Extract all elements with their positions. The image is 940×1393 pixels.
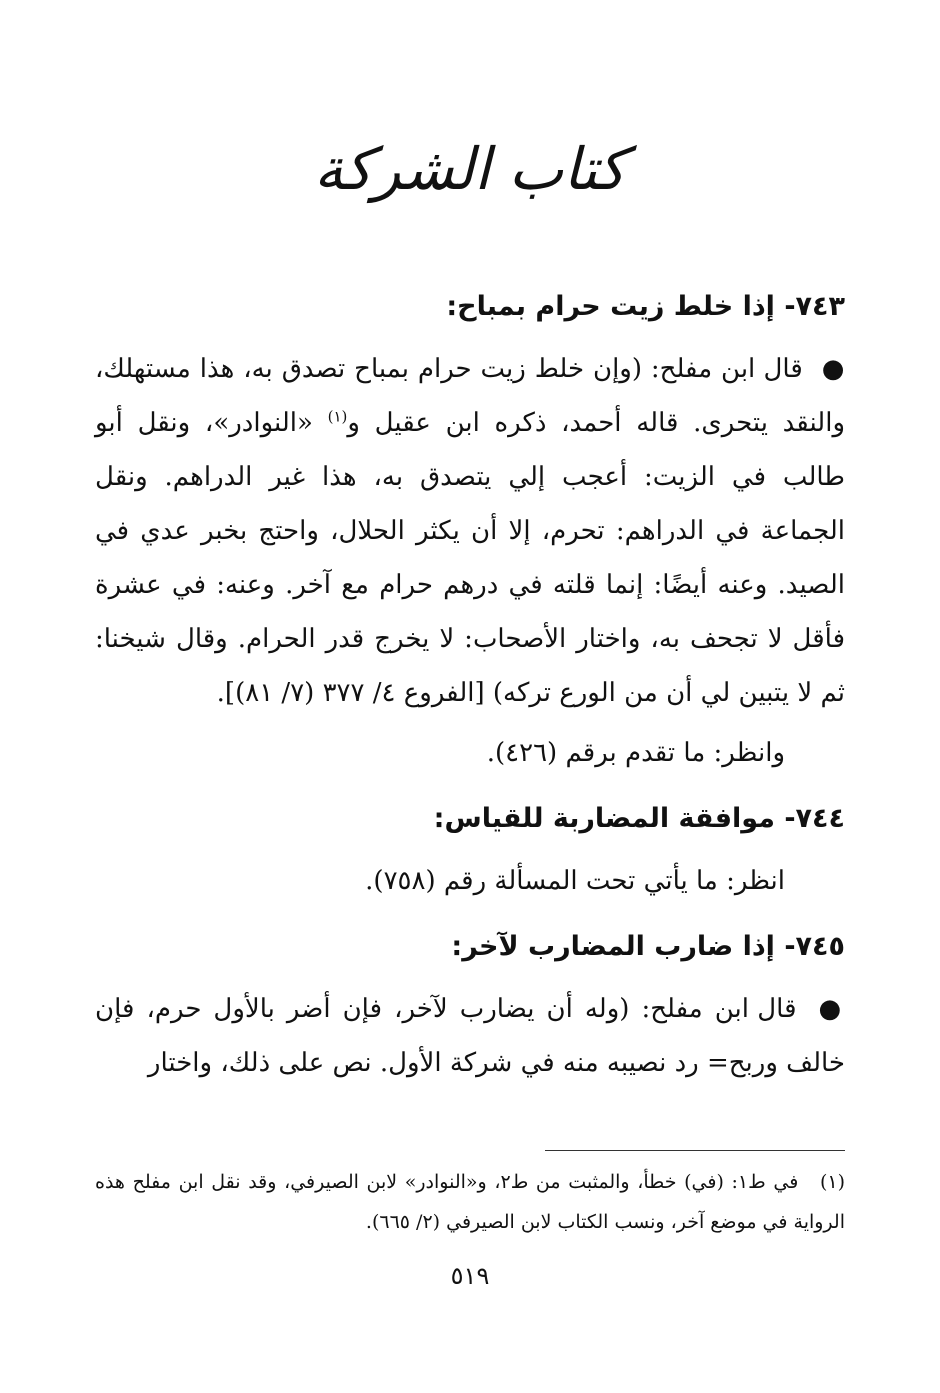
cross-reference: وانظر: ما تقدم برقم (٤٢٦). — [486, 738, 785, 768]
footnotes — [95, 1162, 845, 1242]
section-heading: ٧٤٣- إذا خلط زيت حرام بمباح: — [446, 291, 845, 322]
section-744 — [95, 792, 845, 908]
footnote-item — [95, 1162, 845, 1242]
footnote-divider — [545, 1150, 845, 1151]
footnote-marker: (١) — [327, 407, 348, 426]
paragraph-text: قال ابن مفلح: (وإن خلط زيت حرام بمباح تصدق به، هذا مستهلك، والنقد يتحرى. قاله أحمد، ذكره ابن عقيل و — [95, 354, 845, 438]
page-number: ٥١٩ — [450, 1262, 490, 1290]
main-content — [95, 280, 845, 1090]
bullet-icon: ● — [821, 354, 846, 384]
book-title: كتاب الشركة — [313, 135, 627, 203]
section-paragraph — [95, 342, 845, 720]
bullet-icon: ● — [818, 994, 846, 1024]
cross-reference: انظر: ما يأتي تحت المسألة رقم (٧٥٨). — [365, 866, 785, 896]
section-heading: ٧٤٤- موافقة المضاربة للقياس: — [433, 803, 845, 834]
paragraph-text: قال ابن مفلح: (وله أن يضارب لآخر، فإن أضر بالأول حرم، فإن خالف وربح= رد نصيبه منه في شركة الأول. نص على ذلك، واختار — [95, 994, 845, 1078]
section-heading: ٧٤٥- إذا ضارب المضارب لآخر: — [451, 931, 845, 962]
paragraph-text-cont: «النوادر»، ونقل أبو طالب في الزيت: أعجب إلي يتصدق به، هذا غير الدراهم. ونقل الجماعة في الدراهم: تحرم، إلا أن يكثر الحلال، واحتج بخبر عدي في الصيد. وعنه أيضًا: إنما قلته في درهم حرام مع آخر. وعنه: في عشرة فأقل لا تجحف به، واختار الأصحاب: لا يخرج قدر الحرام. وقال شيخنا: ثم لا يتبين لي أن من الورع تركه) [الفروع ٤/ ٣٧٧ (٧/ ٨١)]. — [95, 408, 845, 708]
footnote-number: (١) — [819, 1171, 845, 1193]
section-743 — [95, 280, 845, 780]
section-paragraph — [95, 982, 845, 1090]
footnote-text: في ط١: (في) خطأ، والمثبت من ط٢، و«النوادر» لابن الصيرفي، وقد نقل ابن مفلح هذه الرواية في موضع آخر، ونسب الكتاب لابن الصيرفي (٢/ ٦٦٥). — [95, 1171, 845, 1233]
section-745 — [95, 920, 845, 1090]
